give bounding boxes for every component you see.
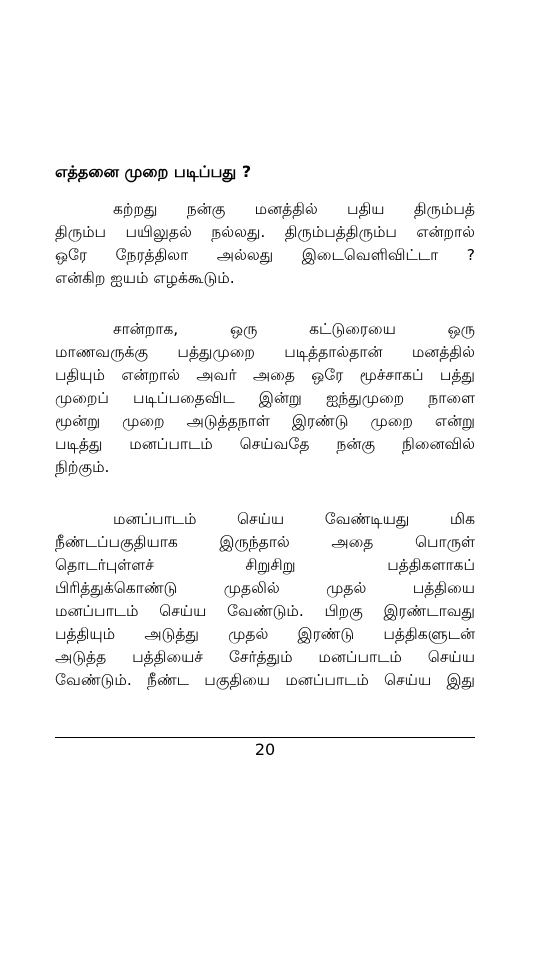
paragraph-line: பதியும் என்றால் அவர் அதை ஒரே மூச்சாகப் பத்து: [55, 366, 475, 384]
paragraph-line: பத்தியும் அடுத்து முதல் இரண்டு பத்திகளுடன்: [55, 625, 475, 643]
paragraph-line: படித்து மனப்பாடம் செய்வதே நன்கு நினைவில்: [55, 435, 475, 453]
paragraph-line: தொடர்புள்ளச் சிறுசிறு பத்திகளாகப்: [55, 556, 475, 574]
paragraph-line: சான்றாக, ஒரு கட்டுரையை ஒரு: [113, 320, 475, 338]
paragraph-line: பிரித்துக்கொண்டு முதலில் முதல் பத்தியை: [55, 579, 475, 597]
paragraph-line: அடுத்த பத்தியைச் சேர்த்தும் மனப்பாடம் செய்ய: [55, 648, 475, 666]
paragraph-line: என்கிற ஐயம் எழக்கூடும்.: [55, 269, 235, 287]
paragraph-line: மனப்பாடம் செய்ய வேண்டும். பிறகு இரண்டாவது: [55, 602, 475, 620]
paragraph-line: மாணவருக்கு பத்துமுறை படித்தால்தான் மனத்தில்: [55, 343, 475, 361]
paragraph-line: நிற்கும்.: [55, 458, 110, 476]
footer-divider: [55, 737, 475, 738]
paragraph-line: திரும்ப பயிலுதல் நல்லது. திரும்பத்திரும்ப என்றால்: [55, 223, 475, 241]
paragraph-line: ஒரே நேரத்திலா அல்லது இடைவெளிவிட்டா ?: [55, 246, 475, 264]
paragraph-line: முறைப் படிப்பதைவிட இன்று ஐந்துமுறை நாளை: [55, 389, 475, 407]
paragraph-3: [55, 508, 475, 692]
paragraph-line: நீண்டப்பகுதியாக இருந்தால் அதை பொருள்: [55, 533, 475, 551]
paragraph-line: மூன்று முறை அடுத்தநாள் இரண்டு முறை என்று: [55, 412, 475, 430]
section-heading: எத்தனை முறை படிப்பது ?: [55, 162, 252, 181]
paragraph-line: வேண்டும். நீண்ட பகுதியை மனப்பாடம் செய்ய இது: [55, 671, 475, 689]
paragraph-line: மனப்பாடம் செய்ய வேண்டியது மிக: [113, 510, 475, 528]
page-number: 20: [254, 740, 276, 759]
paragraph-1: [55, 198, 475, 290]
paragraph-line: கற்றது நன்கு மனத்தில் பதிய திரும்பத்: [113, 200, 475, 218]
paragraph-2: [55, 318, 475, 479]
